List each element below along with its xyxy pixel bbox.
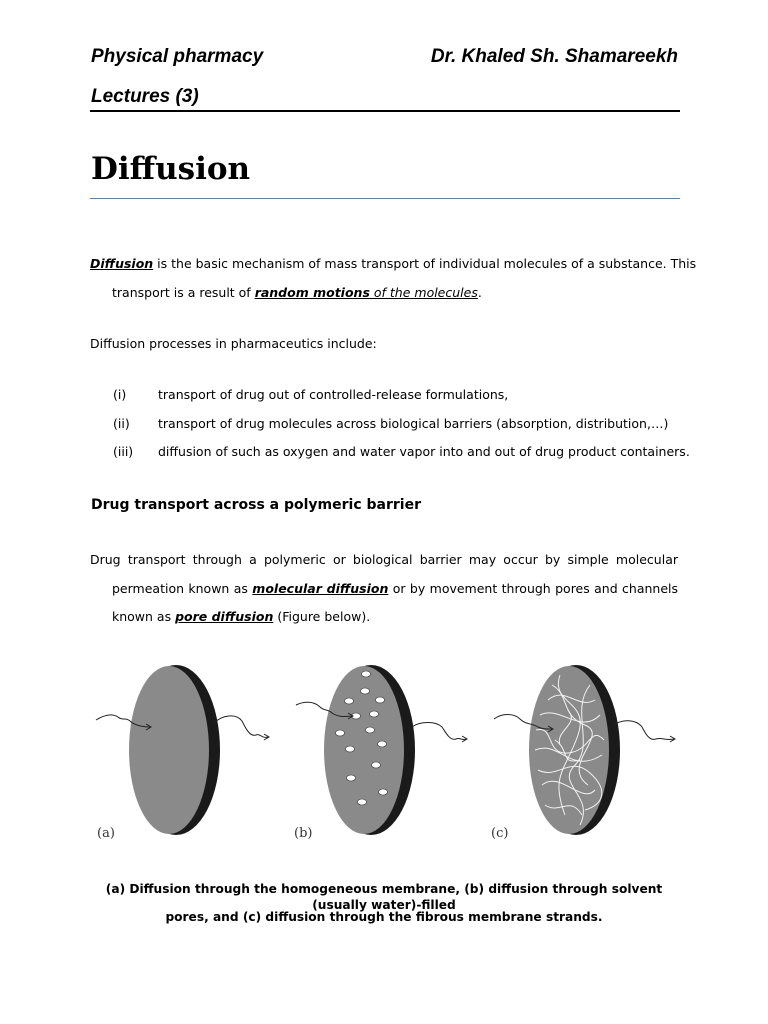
intro-line-1: [90, 256, 697, 272]
list-item-text: transport of drug out of controlled-release formulations,: [158, 387, 509, 402]
molecular-diffusion-term: molecular diffusion: [252, 581, 389, 596]
transport-line-2: [112, 581, 678, 597]
intro-line-1-text: is the basic mechanism of mass transport of individual molecules of a substance. This: [153, 256, 697, 271]
list-item-text: transport of drug molecules across biological barriers (absorption, distribution,…): [158, 416, 669, 431]
course-title: Physical pharmacy: [91, 46, 264, 67]
header-divider: [90, 110, 680, 112]
transport-line-2-end: or by movement through pores and channels: [392, 581, 679, 596]
section-heading: Drug transport across a polymeric barrier: [91, 497, 421, 513]
figure-label-a: (a): [97, 826, 115, 841]
figure-label-c: (c): [491, 826, 509, 841]
diffusion-figure: [90, 655, 690, 845]
author-name: Dr. Khaled Sh. Shamareekh: [430, 46, 678, 67]
list-item-text: diffusion of such as oxygen and water vapor into and out of drug product containers.: [158, 444, 690, 459]
transport-line-3-end: (Figure below).: [273, 609, 371, 624]
page-title: Diffusion: [91, 151, 251, 187]
random-motions-term: random motions: [254, 285, 370, 300]
figure-caption-line-1: (a) Diffusion through the homogeneous membrane, (b) diffusion through solvent (usually water)-filled: [105, 882, 663, 912]
intro-line-2-start: transport is a result of: [112, 285, 255, 300]
transport-line-2-start: permeation known as: [112, 581, 248, 596]
porous-membrane-disc: [324, 665, 415, 835]
transport-line-3-start: known as: [112, 609, 176, 624]
transport-line-1: Drug transport through a polymeric or biological barrier may occur by simple molecular: [90, 552, 678, 567]
pore-diffusion-term: pore diffusion: [175, 609, 274, 624]
intro-line-2-end: .: [477, 285, 482, 300]
figure-caption-line-2: pores, and (c) diffusion through the fibrous membrane strands.: [165, 910, 603, 924]
title-divider: [90, 198, 680, 199]
figure-label-b: (b): [294, 826, 313, 841]
processes-intro: Diffusion processes in pharmaceutics include:: [90, 336, 377, 351]
list-item-number: (ii): [113, 416, 130, 431]
list-item-number: (iii): [113, 444, 134, 459]
transport-line-3: [112, 609, 370, 625]
intro-line-2: [112, 285, 482, 301]
homogeneous-membrane-disc: [129, 665, 220, 835]
lecture-number: Lectures (3): [91, 86, 199, 107]
of-molecules-text: of the molecules: [369, 285, 478, 300]
list-item-number: (i): [113, 387, 127, 402]
diffusion-term: Diffusion: [90, 256, 154, 271]
fibrous-membrane-disc: [529, 665, 620, 835]
